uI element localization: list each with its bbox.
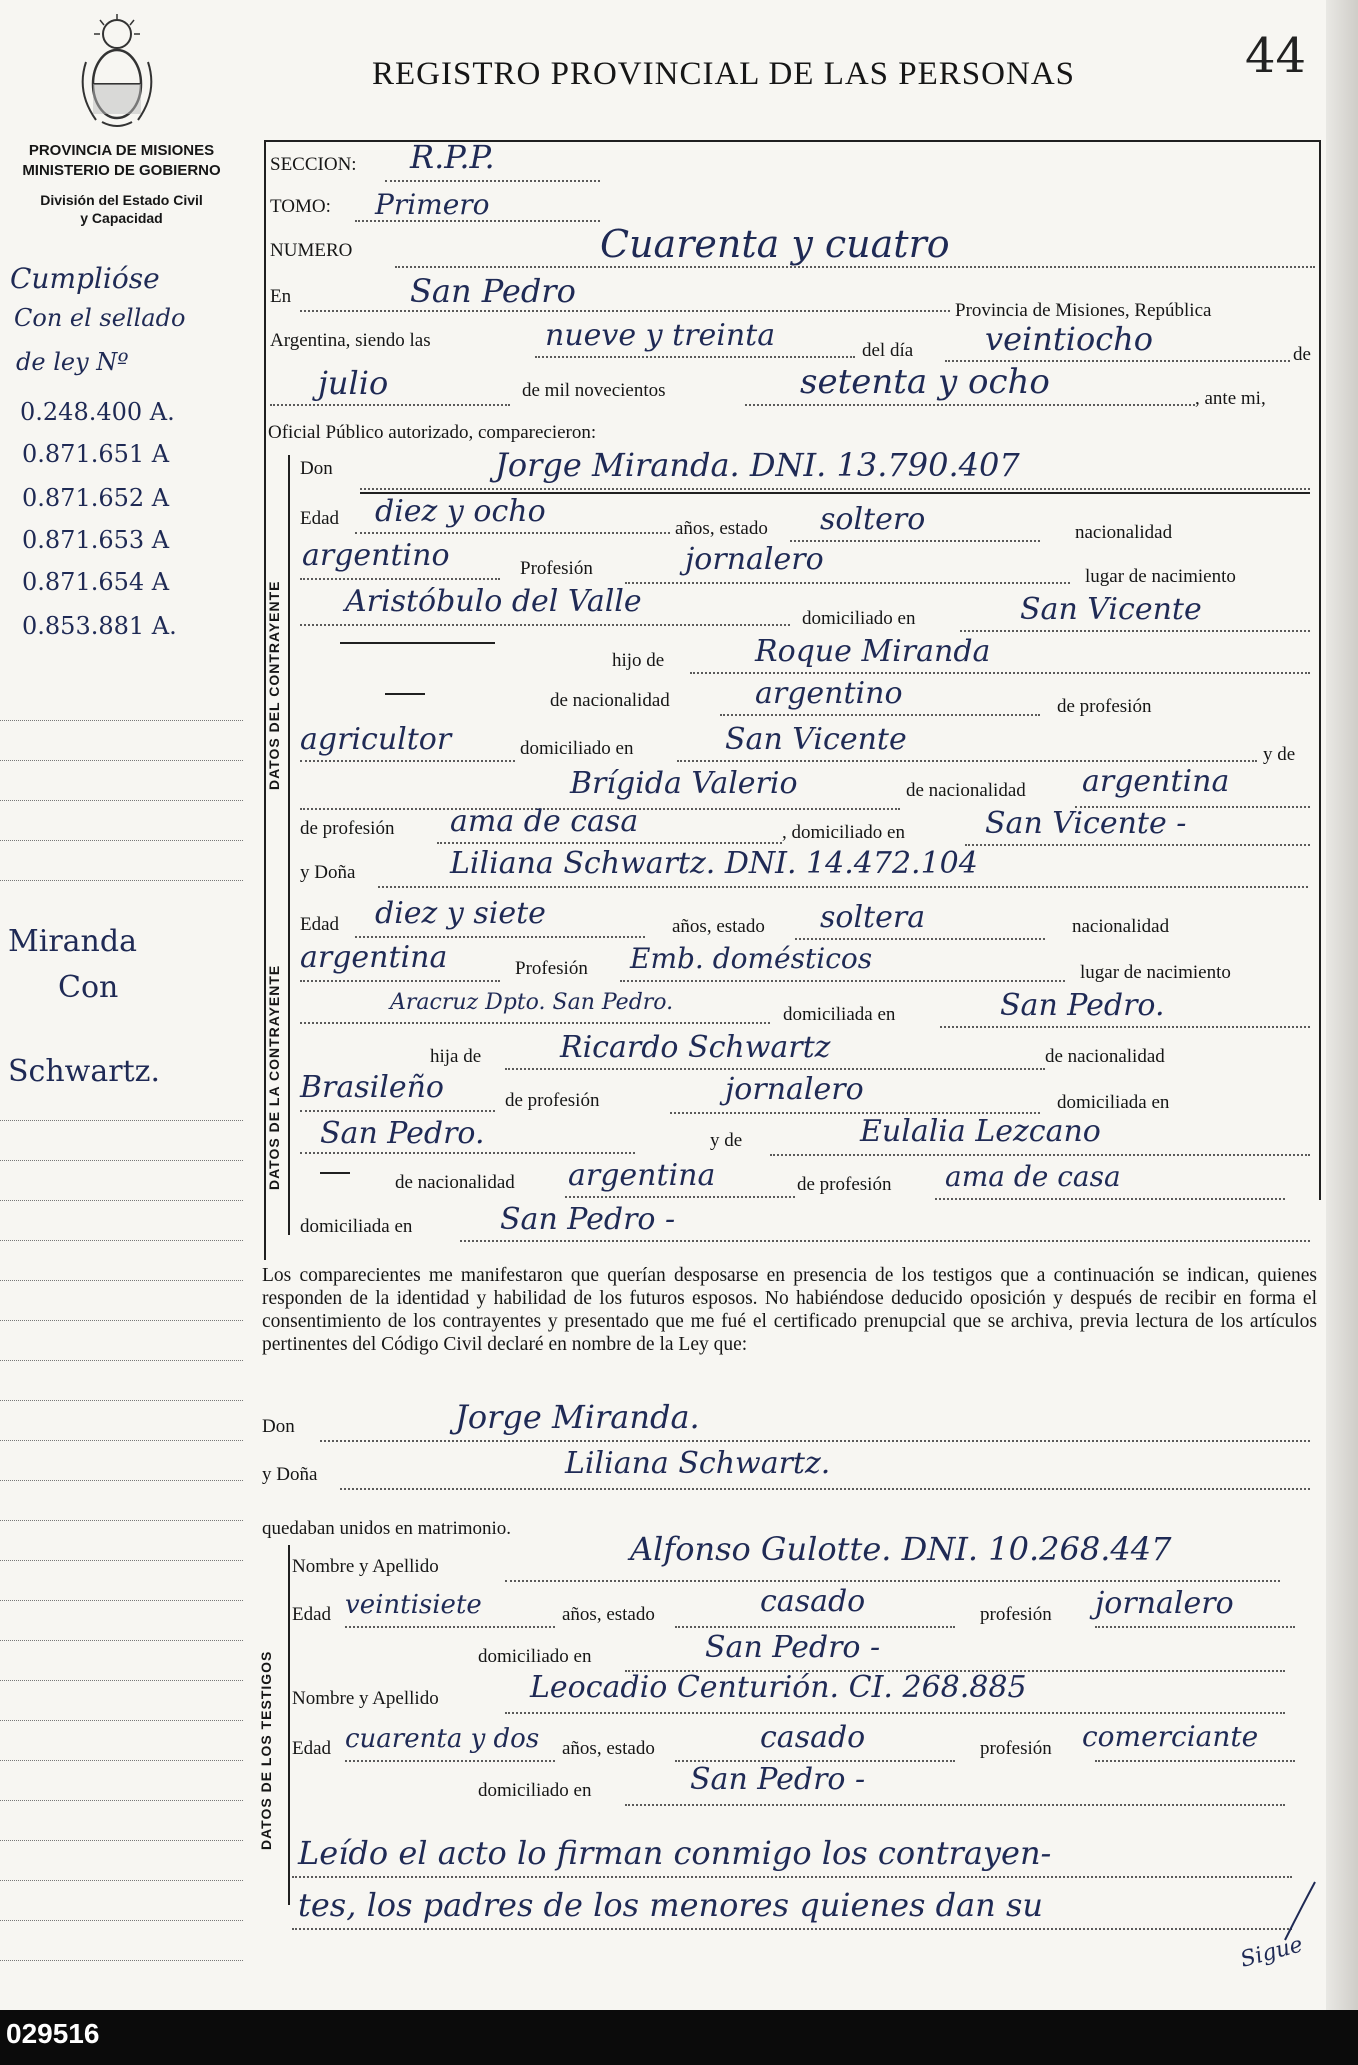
hija-de-text: hija de xyxy=(430,1046,482,1067)
padre-dom-value: San Vicente xyxy=(725,722,907,757)
numero-label: NUMERO xyxy=(270,240,353,261)
margin-note-line: 0.871.652 A xyxy=(22,484,170,512)
margin-rule xyxy=(0,1520,243,1521)
signature-stroke xyxy=(1265,1880,1325,1950)
seccion-label: SECCION: xyxy=(270,154,357,175)
margin-rule xyxy=(0,1640,243,1641)
profesion-line xyxy=(620,980,1065,982)
mes-line xyxy=(270,404,510,406)
y-de-text: y de xyxy=(710,1130,743,1151)
ante-mi-text: , ante mi, xyxy=(1195,388,1266,409)
margin-rule xyxy=(0,1920,243,1921)
decl-don-line xyxy=(320,1440,1310,1442)
margin-name-con: Con xyxy=(58,970,119,1005)
province-heading: PROVINCIA DE MISIONES xyxy=(28,142,215,159)
lugar-text: lugar de nacimiento xyxy=(1085,566,1236,587)
decl-don-label: Don xyxy=(262,1416,295,1437)
contrayenta-side-label: DATOS DE LA CONTRAYENTE xyxy=(266,964,282,1190)
contrayente-side-label: DATOS DEL CONTRAYENTE xyxy=(266,580,282,790)
edad-value: diez y ocho xyxy=(375,494,546,529)
margin-rule xyxy=(0,1400,243,1401)
madre-value: Eulalia Lezcano xyxy=(860,1114,1101,1149)
tomo-label: TOMO: xyxy=(270,196,331,217)
t2-domicilio-line xyxy=(625,1804,1285,1806)
don-line xyxy=(360,488,1310,490)
tomo-value: Primero xyxy=(375,188,490,221)
declaration-text: Los comparecientes me manifestaron que querían desposarse en presencia de los testigos que a continuación se indican, quienes responden de la identidad y habilidad de los futuros esposos. No habiéndose deducido oposición y después de recibir en forma el consentimiento de los contrayentes y presentado que me fué el certificado prenupcial que se archiva, previa lectura de los artículos pertinentes del Código Civil declaré en nombre de la Ley que: xyxy=(262,1265,1317,1355)
madre-dom-value: San Pedro - xyxy=(500,1202,676,1237)
margin-rule xyxy=(0,760,243,761)
margin-rule xyxy=(0,1760,243,1761)
margin-rule xyxy=(0,800,243,801)
domicilio-line xyxy=(960,630,1310,632)
t1-nombre-value: Alfonso Gulotte. DNI. 10.268.447 xyxy=(630,1530,1172,1568)
anos-estado-text: años, estado xyxy=(675,518,768,539)
madre-prof-label: de profesión xyxy=(300,818,395,839)
t1-nombre-line xyxy=(505,1580,1280,1582)
decl-don-value: Jorge Miranda. xyxy=(455,1398,700,1436)
microfilm-band xyxy=(0,2010,1358,2065)
margin-note-line: 0.871.653 A xyxy=(22,526,170,554)
t1-edad-label: Edad xyxy=(292,1604,332,1625)
padre-line xyxy=(690,672,1310,674)
unidos-text: quedaban unidos en matrimonio. xyxy=(262,1518,512,1539)
t1-estado-value: casado xyxy=(760,1584,866,1619)
margin-rule xyxy=(0,720,243,721)
t1-edad-line xyxy=(345,1626,555,1628)
de-profesion-text: de profesión xyxy=(505,1090,600,1111)
margin-rule xyxy=(0,1800,243,1801)
nacionalidad-value: argentino xyxy=(302,538,450,573)
en-line xyxy=(300,310,950,312)
domiciliada-text: domiciliada en xyxy=(783,1004,896,1025)
margin-note-line: de ley Nº xyxy=(16,348,129,376)
contrayente-block-left xyxy=(288,455,290,1235)
closing-text-line1: Leído el acto lo firman conmigo los contrayen- xyxy=(298,1834,1052,1872)
de-text: de xyxy=(1293,344,1311,365)
margin-note-line: Cumplióse xyxy=(10,262,160,295)
madre-prof-line xyxy=(935,1198,1285,1200)
margin-rule xyxy=(0,880,243,881)
t2-profesion-line xyxy=(1095,1760,1295,1762)
t1-domicilio-value: San Pedro - xyxy=(705,1630,881,1665)
t2-edad-value: cuarenta y dos xyxy=(345,1724,540,1754)
edad-value: diez y siete xyxy=(375,896,546,931)
padre-prof-value: agricultor xyxy=(300,722,452,757)
continuation-signature: Sigue xyxy=(1237,1932,1306,1973)
estado-value: soltera xyxy=(820,900,926,935)
edad-label: Edad xyxy=(300,508,340,529)
madre-nac-text: de nacionalidad xyxy=(395,1172,515,1193)
nacionalidad-line xyxy=(300,578,500,580)
margin-rule xyxy=(0,1720,243,1721)
t2-estado-value: casado xyxy=(760,1720,866,1755)
profesion-value: Emb. domésticos xyxy=(630,942,873,975)
don-label: Don xyxy=(300,458,333,479)
page-edge-shadow xyxy=(1326,0,1358,2010)
madre-dom-label: domiciliada en xyxy=(300,1216,413,1237)
lugar-line xyxy=(300,1022,770,1024)
profesion-value: jornalero xyxy=(685,542,824,577)
margin-rule xyxy=(0,1880,243,1881)
t2-anos-estado-text: años, estado xyxy=(562,1738,655,1759)
argentina-text: Argentina, siendo las xyxy=(270,330,431,351)
padre-dom-value: San Pedro. xyxy=(320,1116,485,1151)
madre-prof-value: ama de casa xyxy=(450,804,639,839)
padre-dom-text: domiciliada en xyxy=(1057,1092,1170,1113)
margin-rule xyxy=(0,1240,243,1241)
margin-note-line: 0.871.654 A xyxy=(22,568,170,596)
nacionalidad-text: nacionalidad xyxy=(1072,916,1170,937)
en-label: En xyxy=(270,286,292,307)
profesion-line xyxy=(625,582,1070,584)
seccion-value: R.P.P. xyxy=(410,138,495,176)
margin-rule xyxy=(0,1560,243,1561)
padre-nac-line xyxy=(720,714,1040,716)
madre-prof-value: ama de casa xyxy=(945,1160,1121,1193)
margin-name-groom: Miranda xyxy=(8,924,137,959)
closing-text-line2: tes, los padres de los menores quienes dan su xyxy=(298,1886,1043,1924)
margin-rule xyxy=(0,1680,243,1681)
mes-value: julio xyxy=(318,364,389,402)
t2-profesion-text: profesión xyxy=(980,1738,1052,1759)
madre-prof-line xyxy=(437,842,782,844)
dona-label: y Doña xyxy=(300,862,356,883)
madre-dom-value: San Vicente - xyxy=(985,806,1187,841)
main-frame-right xyxy=(1319,140,1321,1200)
page-number: 44 xyxy=(1245,28,1307,84)
estado-line xyxy=(790,540,1040,542)
margin-rule xyxy=(0,1280,243,1281)
padre-nac-line xyxy=(300,1110,495,1112)
en-value: San Pedro xyxy=(410,272,576,310)
frame-number: 029516 xyxy=(6,2018,100,2049)
dona-line xyxy=(378,886,1308,888)
lugar-value: Aracruz Dpto. San Pedro. xyxy=(390,990,674,1015)
anio-line xyxy=(745,404,1195,406)
domiciliado-text: domiciliado en xyxy=(802,608,916,629)
de-profesion-text: de profesión xyxy=(1057,696,1152,717)
decl-dona-value: Liliana Schwartz. xyxy=(565,1446,831,1481)
t1-estado-line xyxy=(675,1626,955,1628)
t1-nombre-label: Nombre y Apellido xyxy=(292,1556,439,1577)
t2-nombre-label: Nombre y Apellido xyxy=(292,1688,439,1709)
madre-nac-value: argentina xyxy=(1082,764,1230,799)
dona-value: Liliana Schwartz. DNI. 14.472.104 xyxy=(450,846,978,881)
t2-edad-line xyxy=(345,1760,555,1762)
margin-note-line: Con el sellado xyxy=(14,304,186,332)
padre-prof-line xyxy=(300,760,515,762)
margin-name-bride: Schwartz. xyxy=(8,1054,160,1089)
profesion-label: Profesión xyxy=(515,958,588,979)
t2-domiciliado-text: domiciliado en xyxy=(478,1780,592,1801)
division-heading-line2: y Capacidad xyxy=(80,210,163,226)
t1-profesion-line xyxy=(1095,1626,1295,1628)
padre-value: Ricardo Schwartz xyxy=(560,1030,831,1065)
margin-rule xyxy=(0,1160,243,1161)
margin-rule xyxy=(0,1960,243,1961)
madre-value: Brígida Valerio xyxy=(570,766,798,801)
t2-profesion-value: comerciante xyxy=(1082,1720,1259,1753)
margin-note-line: 0.853.881 A. xyxy=(22,612,177,640)
padre-nac-value: Brasileño xyxy=(300,1070,444,1105)
nacionalidad-text: nacionalidad xyxy=(1075,522,1173,543)
page-title: REGISTRO PROVINCIAL DE LAS PERSONAS xyxy=(372,56,1076,92)
t1-anos-estado-text: años, estado xyxy=(562,1604,655,1625)
t1-edad-value: veintisiete xyxy=(345,1590,482,1620)
de-nacionalidad-text: de nacionalidad xyxy=(550,690,670,711)
margin-rule xyxy=(0,1600,243,1601)
margin-rule xyxy=(0,1440,243,1441)
madre-dom-text: , domiciliado en xyxy=(782,822,905,843)
closing-line-1 xyxy=(292,1876,1292,1878)
division-heading-line1: División del Estado Civil xyxy=(40,192,203,208)
domicilio-line xyxy=(940,1026,1310,1028)
dash-stroke xyxy=(340,642,495,644)
ministry-heading: MINISTERIO DE GOBIERNO xyxy=(22,162,221,179)
dash-stroke xyxy=(320,1172,350,1174)
margin-rule xyxy=(0,1120,243,1121)
testigos-block-left xyxy=(288,1545,290,1905)
padre-dom-text: domiciliado en xyxy=(520,738,634,759)
lugar-text: lugar de nacimiento xyxy=(1080,962,1231,983)
padre-dom-line xyxy=(677,760,1257,762)
dia-value: veintiocho xyxy=(985,320,1154,358)
padre-nac-value: argentino xyxy=(755,676,903,711)
edad-line xyxy=(355,936,645,938)
padre-dom-line xyxy=(300,1152,635,1154)
decl-dona-line xyxy=(340,1488,1310,1490)
provincia-text: Provincia de Misiones, República xyxy=(955,300,1212,321)
madre-nac-line xyxy=(565,1196,795,1198)
margin-note-line: 0.248.400 A. xyxy=(20,398,175,426)
margin-rule xyxy=(0,1840,243,1841)
padre-nac-text: de nacionalidad xyxy=(1045,1046,1165,1067)
coat-of-arms-emblem xyxy=(72,12,162,132)
padre-value: Roque Miranda xyxy=(755,634,991,669)
madre-line xyxy=(770,1154,1310,1156)
hora-value: nueve y treinta xyxy=(545,318,776,353)
hijo-de-text: hijo de xyxy=(612,650,665,671)
padre-prof-value: jornalero xyxy=(725,1072,864,1107)
anos-estado-text: años, estado xyxy=(672,916,765,937)
numero-line xyxy=(395,266,1315,268)
t2-nombre-value: Leocadio Centurión. CI. 268.885 xyxy=(530,1670,1027,1705)
edad-label: Edad xyxy=(300,914,340,935)
madre-nac-text: de nacionalidad xyxy=(906,780,1026,801)
margin-rule xyxy=(0,840,243,841)
numero-value: Cuarenta y cuatro xyxy=(600,222,950,266)
closing-line-2 xyxy=(292,1928,1292,1930)
domicilio-value: San Pedro. xyxy=(1000,988,1165,1023)
anio-value: setenta y ocho xyxy=(800,362,1050,402)
decl-dona-label: y Doña xyxy=(262,1464,318,1485)
del-dia-text: del día xyxy=(862,340,914,361)
nacionalidad-value: argentina xyxy=(300,940,448,975)
t1-domiciliado-text: domiciliado en xyxy=(478,1646,592,1667)
margin-note-line: 0.871.651 A xyxy=(22,440,170,468)
dash-stroke xyxy=(385,693,425,695)
lugar-value: Aristóbulo del Valle xyxy=(345,584,642,619)
margin-rule xyxy=(0,1320,243,1321)
madre-dom-line xyxy=(965,844,1310,846)
t2-domicilio-value: San Pedro - xyxy=(690,1762,866,1797)
estado-value: soltero xyxy=(820,502,926,537)
madre-dom-line xyxy=(460,1240,1310,1242)
margin-rule xyxy=(0,1360,243,1361)
profesion-label: Profesión xyxy=(520,558,593,579)
t2-nombre-line xyxy=(505,1712,1285,1714)
t1-profesion-text: profesión xyxy=(980,1604,1052,1625)
domicilio-value: San Vicente xyxy=(1020,592,1202,627)
y-de-text: y de xyxy=(1263,744,1296,765)
margin-rule xyxy=(0,1200,243,1201)
madre-nac-value: argentina xyxy=(568,1158,716,1193)
t2-edad-label: Edad xyxy=(292,1738,332,1759)
oficial-text: Oficial Público autorizado, comparecieron: xyxy=(268,422,597,443)
hora-line xyxy=(535,356,855,358)
madre-prof-text: de profesión xyxy=(797,1174,892,1195)
estado-line xyxy=(795,938,1045,940)
don-value: Jorge Miranda. DNI. 13.790.407 xyxy=(495,446,1020,484)
mil-text: de mil novecientos xyxy=(522,380,666,401)
testigos-side-label: DATOS DE LOS TESTIGOS xyxy=(258,1650,274,1850)
margin-rule xyxy=(0,1480,243,1481)
padre-line xyxy=(505,1068,1045,1070)
lugar-line xyxy=(300,624,790,626)
edad-line xyxy=(355,532,670,534)
seccion-line xyxy=(385,180,600,182)
nacionalidad-line xyxy=(300,980,500,982)
t1-profesion-value: jornalero xyxy=(1095,1586,1234,1621)
